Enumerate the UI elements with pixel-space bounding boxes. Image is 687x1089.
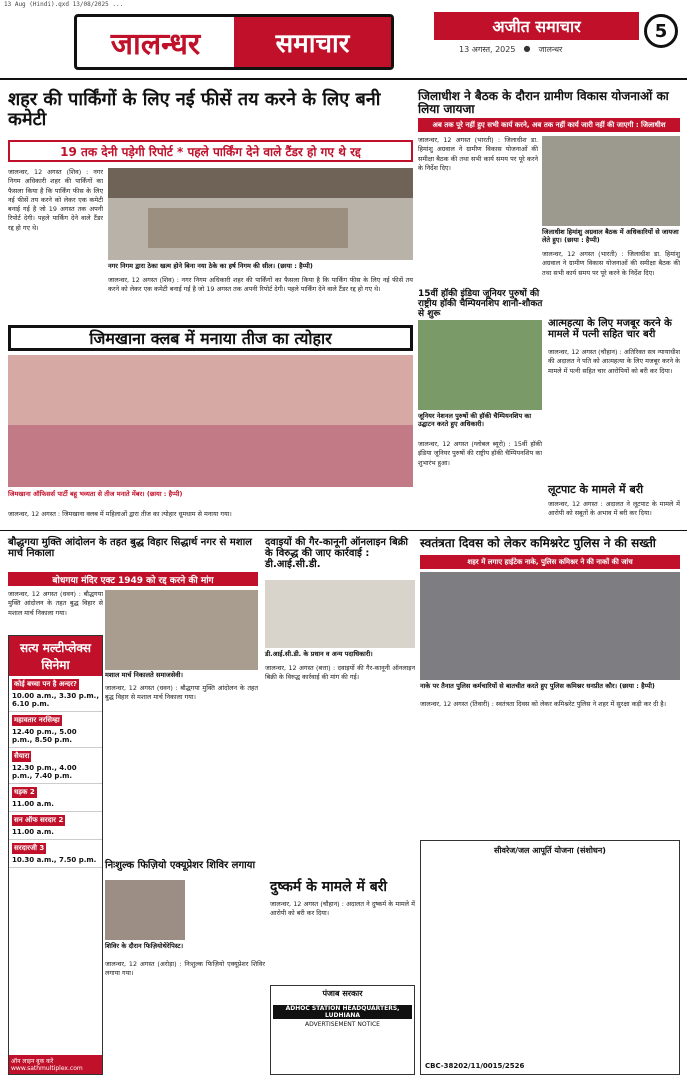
dushkarm-body: जालन्धर, 12 अगस्त (चौहान) : अदालत ने दुष्कर्म के मामले में आरोपी को बरी कर दिया।	[270, 900, 415, 918]
movie-name: सैयारा	[14, 752, 30, 760]
bodh-photo	[105, 590, 258, 670]
lead-photo	[108, 168, 413, 260]
movie-name: धड़क 2	[14, 788, 35, 796]
hockey-body: जालन्धर, 12 अगस्त (ग्लोबल ब्यूरो) : 15वीं हॉकी इंडिया जूनियर पुरुषों की राष्ट्रीय हॉकी चैम्पियनशिप का शुभारंभ हुआ।	[418, 440, 542, 467]
masthead-samachar: समाचार	[234, 17, 391, 67]
hockey-caption: जूनियर नेशनल पुरुषों की हॉकी चैम्पियनशिप का उद्घाटन करते हुए अधिकारी।	[418, 412, 532, 429]
tender-title: सीवरेज/जल आपूर्ति योजना (संशोधन)	[494, 846, 606, 855]
lead-photo-caption: नगर निगम द्वारा ठेका खत्म होने बिना नया ठेके का हर्ष निगम की सील। (छाया : हैप्पी)	[108, 262, 313, 270]
online-headline: दवाइयों की गैर-कानूनी ऑनलाइन बिक्री के विरुद्ध की जाए कार्रवाई : डी.आई.सी.डी.	[265, 537, 408, 570]
movie-item	[9, 748, 102, 784]
cinema-footer: ऑन लाइन बुक करें www.sathmultiplex.com	[9, 1055, 102, 1074]
movie-times: 12.30 p.m., 4.00 p.m., 7.40 p.m.	[12, 764, 77, 780]
lead-body: जालन्धर, 12 अगस्त (शिव) : नगर निगम अधिकारी शहर की पार्किंगों का फैसला किया है कि पार्किंग फीस के लिए नई फीसें तय करने को लेकर एक कमेटी बनाई गई है जो 19 अगस्त तक अपनी रिपोर्ट देगी। पहले पार्किंग देने वाले टैंडर रद्द हो गए थे।	[8, 168, 103, 232]
online-photo	[265, 580, 415, 648]
movie-item	[9, 812, 102, 840]
physio-body: जालन्धर, 12 अगस्त (अरोड़ा) : निःशुल्क फिज़ियो एक्यूप्रेशर शिविर लगाया गया।	[105, 960, 265, 978]
physio-caption: शिविर के दौरान फिज़ियोथेरेपिस्ट।	[105, 942, 184, 950]
online-caption: डी.आई.सी.डी. के प्रधान व अन्य पदाधिकारी।	[265, 650, 373, 658]
movie-name: सरदारजी 3	[14, 844, 45, 852]
bodh-body: जालन्धर, 12 अगस्त (धवन) : बौद्धगया मुक्ति आंदोलन के तहत बुद्ध विहार से मशाल मार्च निकाला गया।	[8, 590, 103, 617]
hockey-headline: 15वीं हॉकी इंडिया जूनियर पुरुषों की राष्ट्रीय हॉकी चैम्पियनशिप शानौ-शौकत से शुरू	[418, 289, 543, 319]
lead-body-cont: जालन्धर, 12 अगस्त (शिव) : नगर निगम अधिकारी शहर की पार्किंगों का फैसला किया है कि पार्किंग फीस के लिए नई फीसें तय करने को लेकर एक कमेटी बनाई गई है जो 19 अगस्त तक अपनी रिपोर्ट देगी। पहले पार्किंग देने वाले टैंडर रद्द हो गए थे।	[108, 276, 413, 294]
file-info: 13 Aug (Hindi).qxd 13/08/2025 ...	[4, 1, 124, 8]
movie-times: 11.00 a.m.	[12, 828, 54, 836]
lead-headline: शहर की पार्किंगों के लिए नई फीसें तय करने के लिए बनी कमेटी	[8, 89, 381, 130]
independence-body: जालन्धर, 12 अगस्त (तिवारी) : स्वतंत्रता दिवस को लेकर कमिश्नरेट पुलिस ने शहर में सुरक्षा कड़ी कर दी है।	[420, 700, 667, 708]
movie-times: 12.40 p.m., 5.00 p.m., 8.50 p.m.	[12, 728, 77, 744]
dm-body-cont: जालन्धर, 12 अगस्त (भारती) : जिलाधीश डा. हिमांशु अग्रवाल ने ग्रामीण विकास योजनाओं की समीक्षा बैठक की तथा सभी कार्य समय पर पूरे करने के निर्देश दिए।	[542, 250, 680, 277]
suicide-body: जालन्धर, 12 अगस्त (चौहान) : अतिरिक्त सत्र न्यायाधीश की अदालत ने पति को आत्महत्या के लिए मजबूर करने के मामले में पत्नी सहित चार आरोपियों को बरी कर दिया।	[548, 348, 680, 375]
teej-body: जालन्धर, 12 अगस्त : जिमखाना क्लब में महिलाओं द्वारा तीज का त्योहार धूमधाम से मनाया गया।	[8, 510, 232, 518]
dm-caption: जिलाधीश हिमांशु अग्रवाल बैठक में अधिकारियों से जायजा लेते हुए। (छाया : हैप्पी)	[542, 228, 679, 245]
loot-headline: लूटपाट के मामले में बरी	[548, 483, 644, 496]
dm-photo	[542, 136, 680, 226]
govt-notice	[270, 985, 415, 1075]
notice-title: पंजाब सरकार	[322, 989, 363, 998]
physio-photo	[105, 880, 185, 940]
place: जालन्धर	[538, 45, 563, 54]
dm-headline: जिलाधीश ने बैठक के दौरान ग्रामीण विकास योजनाओं का लिया जायजा	[418, 89, 669, 117]
tender-code: CBC-38202/11/0015/2526	[425, 1062, 525, 1070]
cinema-listing	[9, 676, 102, 868]
cinema-title: सत्य मल्टीप्लेक्स सिनेमा	[9, 636, 102, 676]
movie-times: 10.30 a.m., 7.50 p.m.	[12, 856, 97, 864]
cinema-box	[8, 635, 103, 1075]
date: 13 अगस्त, 2025	[459, 45, 516, 54]
teej-headline: जिमखाना क्लब में मनाया तीज का त्योहार	[8, 325, 413, 351]
bodh-headline: बौद्धगया मुक्ति आंदोलन के तहत बुद्ध विहार सिद्धार्थ नगर से मशाल मार्च निकाला	[8, 537, 252, 559]
page-number: 5	[644, 14, 678, 48]
dm-body: जालन्धर, 12 अगस्त (भारती) : जिलाधीश डा. हिमांशु अग्रवाल ने ग्रामीण विकास योजनाओं की समीक्षा बैठक की तथा सभी कार्य समय पर पूरे करने के निर्देश दिए।	[418, 136, 538, 172]
independence-caption: नाके पर तैनात पुलिस कर्मचारियों से बातचीत करते हुए पुलिस कमिश्नर धनप्रीत कौर। (छाया : हैप्पी)	[420, 682, 655, 690]
bodh-caption: मशाल मार्च निकालते समाजसेवी।	[105, 671, 183, 679]
hockey-photo	[418, 320, 542, 410]
movie-item	[9, 712, 102, 748]
lead-subhead: 19 तक देनी पड़ेगी रिपोर्ट * पहले पार्किंग देने वाले टैंडर हो गए थे रद्द	[8, 140, 413, 162]
dateline: 13 अगस्त, 2025 ● जालन्धर	[459, 44, 563, 54]
movie-times: 10.00 a.m., 3.30 p.m., 6.10 p.m.	[12, 692, 100, 708]
movie-item	[9, 676, 102, 712]
movie-name: कोई बच्चा पन है अन्दर?	[14, 680, 77, 688]
bodh-strip: बोधगया मंदिर एक्ट 1949 को रद्द करने की मांग	[8, 572, 258, 586]
brand-name: अजीत समाचार	[434, 12, 639, 40]
independence-strip: शहर में लगाए हाईटेक नाके, पुलिस कमिश्नर ने की नाकों की जांच	[420, 555, 680, 569]
notice-text: ADVERTISEMENT NOTICE	[305, 1021, 380, 1028]
teej-photo	[8, 355, 413, 487]
movie-name: महावतार नरसिम्हा	[14, 716, 60, 724]
dushkarm-headline: दुष्कर्म के मामले में बरी	[270, 879, 388, 895]
movie-times: 11.00 a.m.	[12, 800, 54, 808]
dm-strip: अब तक पूरे नहीं हुए सभी कार्य करने, अब तक नहीं कार्य जारी नहीं की जाएगी : जिलाधीश	[418, 118, 680, 132]
independence-headline: स्वतंत्रता दिवस को लेकर कमिश्नरेट पुलिस ने की सख्ती	[420, 536, 656, 550]
online-body: जालन्धर, 12 अगस्त (बत्ता) : दवाइयों की गैर-कानूनी ऑनलाइन बिक्री के विरुद्ध कार्रवाई की मांग की गई।	[265, 664, 415, 682]
notice-sub: ADHOC STATION HEADQUARTERS, LUDHIANA	[273, 1005, 412, 1019]
bodh-body-cont: जालन्धर, 12 अगस्त (धवन) : बौद्धगया मुक्ति आंदोलन के तहत बुद्ध विहार से मशाल मार्च निकाला गया।	[105, 684, 258, 702]
tender-ad	[420, 840, 680, 1075]
independence-photo	[420, 572, 680, 680]
loot-body: जालन्धर, 12 अगस्त : अदालत ने लूटपाट के मामले में आरोपी को सबूतों के अभाव में बरी कर दिया।	[548, 500, 680, 518]
movie-name: सन ऑफ सरदार 2	[14, 816, 64, 824]
movie-item	[9, 784, 102, 812]
teej-caption: जिमखाना ऑफिसर्स पार्टी बहू भव्यता से तीज मनाते मेंबर। (छाया : हैप्पी)	[8, 490, 183, 498]
masthead-logo	[74, 14, 394, 70]
physio-headline: निःशुल्क फिज़ियो एक्यूप्रेशर शिविर लगाया	[105, 860, 256, 871]
movie-item	[9, 840, 102, 868]
masthead	[4, 12, 683, 74]
suicide-headline: आत्महत्या के लिए मजबूर करने के मामले में पत्नी सहित चार बरी	[548, 318, 672, 340]
masthead-city: जालन्धर	[110, 26, 201, 62]
